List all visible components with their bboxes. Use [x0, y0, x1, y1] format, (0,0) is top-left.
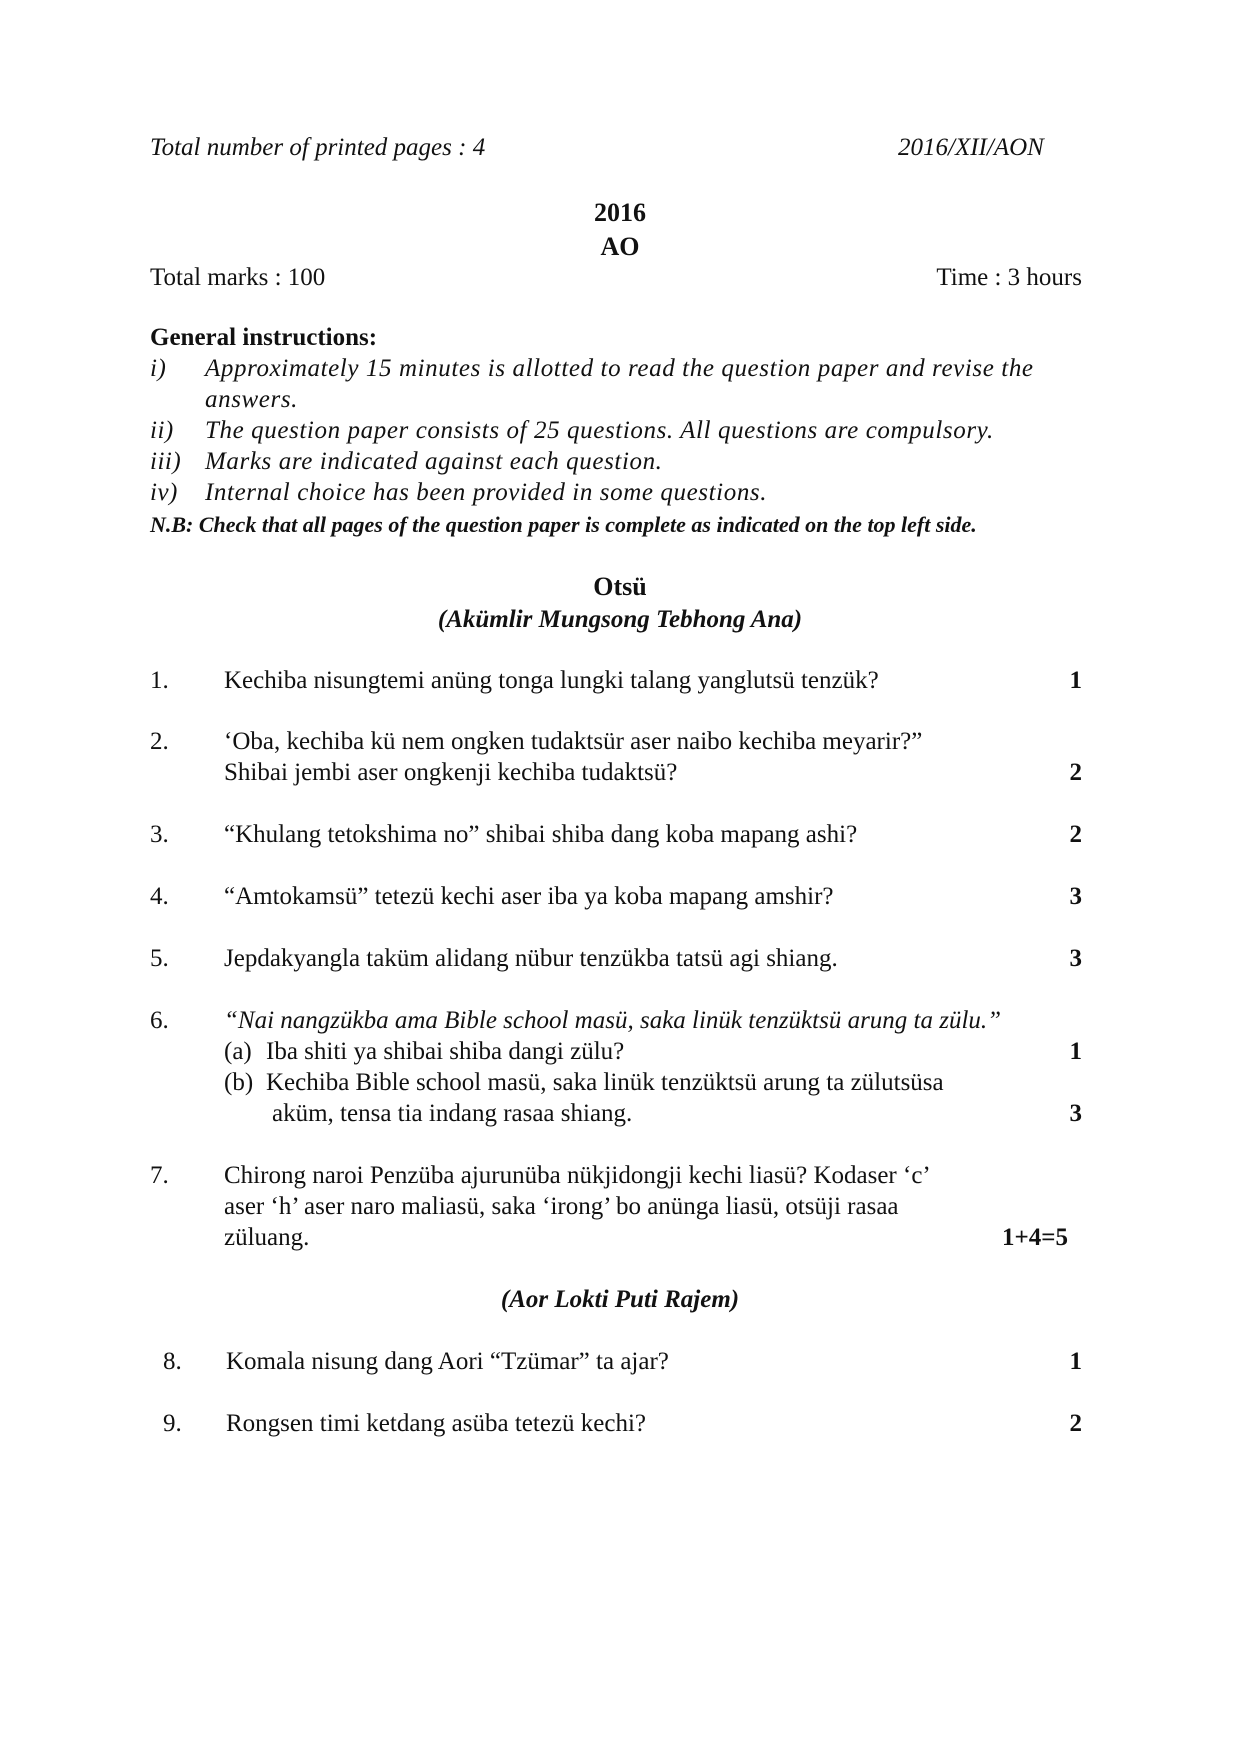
question-marks: 1+4=5 — [1002, 1224, 1068, 1251]
question-marks: 2 — [1069, 821, 1082, 848]
instruction-text: Approximately 15 minutes is allotted to read the question paper and revise the — [205, 355, 1034, 382]
question-marks: 2 — [1069, 759, 1082, 786]
question-text: Kechiba nisungtemi anüng tonga lungki talang yanglutsü tenzük? — [224, 667, 879, 694]
paper-code: 2016/XII/AON — [898, 134, 1044, 161]
subquestion-label: (b) — [224, 1069, 254, 1096]
subquestion-text: Iba shiti ya shibai shiba dangi zülu? — [266, 1038, 625, 1065]
question-number: 1. — [150, 667, 169, 694]
instruction-number: iii) — [150, 448, 182, 475]
total-marks: Total marks : 100 — [150, 264, 326, 291]
instruction-text: Marks are indicated against each question. — [205, 448, 663, 475]
question-number: 2. — [150, 728, 169, 755]
section-subtitle: (Aor Lokti Puti Rajem) — [500, 1286, 740, 1313]
subquestion-marks: 1 — [1069, 1038, 1082, 1065]
question-text: Chirong naroi Penzüba ajurunüba nükjidongji kechi liasü? Kodaser ‘c’ — [224, 1162, 931, 1189]
question-text: “Amtokamsü” tetezü kechi aser iba ya koba mapang amshir? — [224, 883, 834, 910]
question-marks: 3 — [1069, 883, 1082, 910]
instruction-text-continued: answers. — [205, 386, 299, 413]
subquestion-text: Kechiba Bible school masü, saka linük tenzüktsü arung ta zülutsüsa — [266, 1069, 944, 1096]
instruction-text: Internal choice has been provided in some questions. — [205, 479, 768, 506]
question-quote: “Nai nangzükba ama Bible school masü, saka linük tenzüktsü arung ta zülu.” — [224, 1007, 1002, 1034]
subquestion-label: (a) — [224, 1038, 252, 1065]
question-text: Rongsen timi ketdang asüba tetezü kechi? — [226, 1410, 647, 1437]
question-marks: 3 — [1069, 945, 1082, 972]
question-marks: 1 — [1069, 667, 1082, 694]
instruction-number: ii) — [150, 417, 174, 444]
question-text: Shibai jembi aser ongkenji kechiba tudaktsü? — [224, 759, 678, 786]
section-subtitle: (Akümlir Mungsong Tebhong Ana) — [437, 606, 803, 633]
subquestion-text: aküm, tensa tia indang rasaa shiang. — [272, 1100, 633, 1127]
nb-note: N.B: Check that all pages of the question paper is complete as indicated on the top left side. — [150, 512, 977, 537]
question-text: züluang. — [224, 1224, 310, 1251]
printed-pages-note: Total number of printed pages : 4 — [150, 134, 486, 161]
question-marks: 1 — [1069, 1348, 1082, 1375]
question-text: aser ‘h’ aser naro maliasü, saka ‘irong’ bo anünga liasü, otsüji rasaa — [224, 1193, 899, 1220]
question-text: Komala nisung dang Aori “Tzümar” ta ajar? — [226, 1348, 669, 1375]
question-number: 9. — [163, 1410, 182, 1437]
question-text: ‘Oba, kechiba kü nem ongken tudaktsür aser naibo kechiba meyarir?” — [224, 728, 923, 755]
question-text: Jepdakyangla taküm alidang nübur tenzükba tatsü agi shiang. — [224, 945, 838, 972]
question-number: 7. — [150, 1162, 169, 1189]
section-title: Otsü — [593, 572, 647, 601]
question-number: 5. — [150, 945, 169, 972]
question-text: “Khulang tetokshima no” shibai shiba dang koba mapang ashi? — [224, 821, 858, 848]
subject-title: AO — [600, 232, 640, 261]
exam-time: Time : 3 hours — [936, 264, 1082, 291]
question-number: 3. — [150, 821, 169, 848]
instruction-text: The question paper consists of 25 questions. All questions are compulsory. — [205, 417, 994, 444]
instruction-number: i) — [150, 355, 167, 382]
subquestion-marks: 3 — [1069, 1100, 1082, 1127]
question-number: 8. — [163, 1348, 182, 1375]
question-marks: 2 — [1069, 1410, 1082, 1437]
instruction-number: iv) — [150, 479, 178, 506]
exam-year: 2016 — [594, 198, 646, 227]
question-number: 4. — [150, 883, 169, 910]
question-number: 6. — [150, 1007, 169, 1034]
instructions-title: General instructions: — [150, 324, 378, 351]
